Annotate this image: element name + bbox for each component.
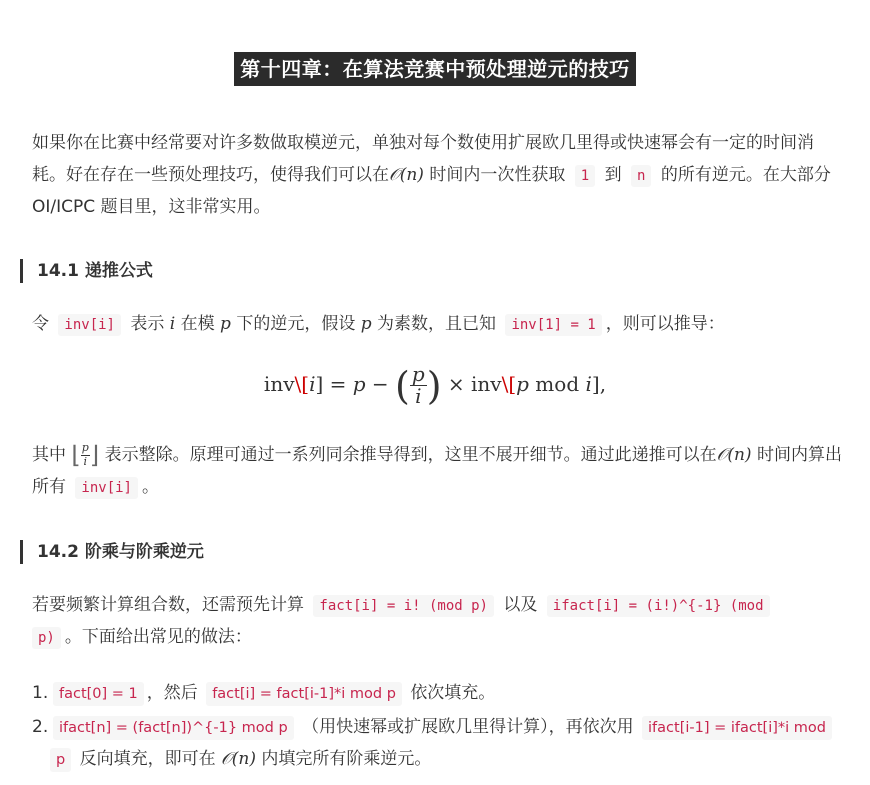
text: ，则可以推导： <box>605 314 725 334</box>
section1-paragraph-1 <box>32 308 844 340</box>
formula-inv: inv <box>263 372 295 396</box>
math-p: p <box>360 314 372 334</box>
math-i: i <box>169 314 176 334</box>
code-ifact-rec-cont: p <box>50 748 71 772</box>
text: 若要频繁计算组合数，还需预先计算 <box>32 595 304 615</box>
formula-inv: inv <box>471 372 502 396</box>
floor-left: ⌊ <box>71 441 81 469</box>
big-o-symbol: 𝒪 <box>221 749 232 769</box>
text: 其中 <box>32 445 66 465</box>
section-heading-14-1: 14.1 递推公式 <box>20 259 153 283</box>
list-item <box>32 677 844 709</box>
code-1: 1 <box>575 165 595 187</box>
formula-mod: mod <box>528 372 586 396</box>
text: 时间内算出所有 <box>32 445 842 497</box>
list-item <box>32 711 844 775</box>
text: 在模 <box>180 314 215 334</box>
text: 令 <box>32 314 49 334</box>
code-fact0: fact[0] = 1 <box>53 682 144 706</box>
text: 表示 <box>130 314 165 334</box>
math-n: (n) <box>727 445 752 465</box>
formula-p: p <box>352 372 366 396</box>
text: （用快速幂或扩展欧几里得计算），再依次用 <box>302 717 634 737</box>
text: 下的逆元，假设 <box>236 314 356 334</box>
intro-text-3: 到 <box>604 165 622 185</box>
big-o-symbol: 𝒪 <box>716 445 728 465</box>
code-fact: fact[i] = i! (mod p) <box>313 595 494 617</box>
small-frac-num: p <box>81 441 89 455</box>
intro-paragraph <box>32 127 844 223</box>
code-ifact: ifact[i] = (i!)^{-1} (mod <box>547 595 770 617</box>
floor-right: ⌋ <box>89 441 100 469</box>
math-n: (n) <box>231 749 256 769</box>
small-frac-den: i <box>83 454 88 468</box>
formula-end: ], <box>591 372 607 396</box>
formula-minus: − <box>365 372 396 396</box>
intro-text-1: 如果你在比赛中经常要对许多数做取模逆元，单独对每个数使用扩展欧几里得或快速幂会有一定的时间消耗。好在存在一些预处理技巧，使得我们可以在 <box>32 133 814 185</box>
formula-bracket: [ <box>301 372 310 396</box>
formula-i: i <box>585 372 592 396</box>
text: 以及 <box>503 595 538 615</box>
intro-text-4: 的所有逆元。在大部分 OI/ICPC 题目里，这非常实用。 <box>32 165 831 217</box>
text: 依次填充。 <box>410 683 496 703</box>
chapter-title: 第十四章：在算法竞赛中预处理逆元的技巧 <box>234 52 636 86</box>
frac-denominator: i <box>415 384 422 408</box>
text: 反向填充，即可在 <box>79 749 216 769</box>
text: 。 <box>141 477 159 497</box>
formula-p: p <box>516 372 529 396</box>
intro-text-2: 时间内一次性获取 <box>429 165 566 185</box>
chapter-title-wrap <box>0 52 870 86</box>
formula-backslash: \ <box>501 372 509 396</box>
frac-numerator: p <box>411 362 425 386</box>
section2-paragraph-1 <box>32 589 844 653</box>
code-inv-1: inv[1] = 1 <box>505 314 601 336</box>
code-n: n <box>631 165 651 187</box>
code-ifact-n: ifact[n] = (fact[n])^{-1} mod p <box>53 716 294 740</box>
formula-times: × <box>441 372 471 396</box>
formula-bracket: [ <box>508 372 517 396</box>
text: 表示整除。原理可通过一系列同余推导得到，这里不展开细节。通过此递推可以在 <box>104 445 717 465</box>
formula-eq: ] = <box>315 372 353 396</box>
text: ，然后 <box>146 683 198 703</box>
steps-list <box>32 677 844 775</box>
formula-backslash: \ <box>294 372 302 396</box>
code-ifact-cont: p) <box>32 627 61 649</box>
code-inv-i: inv[i] <box>58 314 121 336</box>
text: 为素数，且已知 <box>377 314 497 334</box>
math-n: (n) <box>399 165 424 185</box>
math-p: p <box>220 314 231 334</box>
formula-rparen: ) <box>426 363 442 408</box>
formula-lparen: ( <box>395 363 410 408</box>
list-number: 1. <box>32 683 49 703</box>
recurrence-formula <box>0 356 870 412</box>
formula-i: i <box>309 372 316 396</box>
section-heading-14-2: 14.2 阶乘与阶乘逆元 <box>20 540 204 564</box>
small-fraction <box>81 442 90 467</box>
code-inv-i: inv[i] <box>75 477 138 499</box>
code-ifact-rec: ifact[i-1] = ifact[i]*i mod <box>642 716 832 740</box>
code-fact-rec: fact[i] = fact[i-1]*i mod p <box>206 682 402 706</box>
formula-fraction <box>410 364 427 407</box>
list-number: 2. <box>32 717 49 737</box>
section1-paragraph-2 <box>32 439 844 503</box>
text: 。下面给出常见的做法： <box>64 627 252 647</box>
text: 内填完所有阶乘逆元。 <box>261 749 432 769</box>
big-o-symbol: 𝒪 <box>389 165 400 185</box>
